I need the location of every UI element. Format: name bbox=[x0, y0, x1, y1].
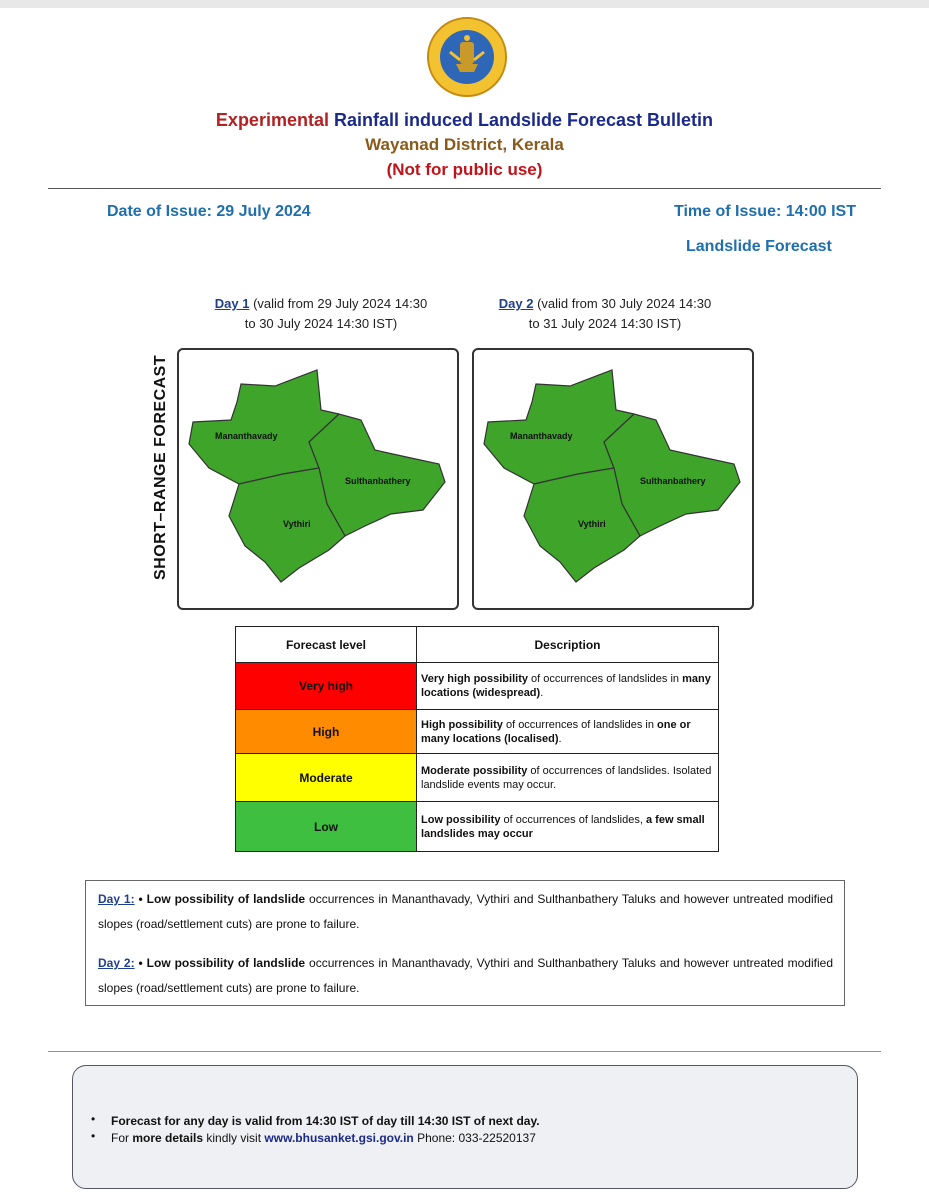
day2-map bbox=[474, 350, 752, 608]
legend-level-high: High bbox=[236, 710, 417, 754]
legend-row-low bbox=[236, 802, 719, 852]
day1-valid-line1: (valid from 29 July 2024 14:30 bbox=[249, 296, 428, 311]
day1-label-sulthanbathery: Sulthanbathery bbox=[345, 476, 411, 486]
legend-col-description: Description bbox=[417, 627, 719, 663]
footer-box bbox=[72, 1065, 858, 1189]
day1-valid-line2: to 30 July 2024 14:30 IST) bbox=[244, 316, 398, 331]
day1-label: Day 1 bbox=[214, 296, 250, 311]
footer-bullet-2: • bbox=[91, 1129, 96, 1143]
forecast-level-legend bbox=[235, 626, 719, 852]
day2-valid-line2: to 31 July 2024 14:30 IST) bbox=[528, 316, 682, 331]
restriction-note: (Not for public use) bbox=[386, 160, 543, 179]
title-main: Rainfall induced Landslide Forecast Bulletin bbox=[333, 110, 714, 130]
legend-row-very-high bbox=[236, 663, 719, 710]
footer-contact-line: For more details kindly visit www.bhusanket.gsi.gov.in Phone: 033-22520137 bbox=[111, 1131, 536, 1145]
legend-level-low: Low bbox=[236, 802, 417, 852]
short-range-forecast-label: SHORT–RANGE FORECAST bbox=[152, 354, 169, 580]
day2-header bbox=[474, 294, 736, 334]
day1-label-mananthavady: Mananthavady bbox=[215, 431, 278, 441]
district-title: Wayanad District, Kerala bbox=[365, 135, 564, 154]
day2-label-vythiri: Vythiri bbox=[578, 519, 606, 529]
day2-valid-line1: (valid from 30 July 2024 14:30 bbox=[533, 296, 712, 311]
legend-header-row bbox=[236, 627, 719, 663]
time-of-issue: Time of Issue: 14:00 IST bbox=[674, 203, 856, 220]
legend-desc-very-high: Very high possibility of occurrences of landslides in many locations (widespread). bbox=[417, 663, 719, 710]
legend-row-moderate bbox=[236, 754, 719, 802]
day1-header bbox=[190, 294, 452, 334]
day2-label-sulthanbathery: Sulthanbathery bbox=[640, 476, 706, 486]
bulletin-title bbox=[0, 110, 929, 131]
forecast-notes-box bbox=[85, 880, 845, 1006]
gsi-emblem-logo bbox=[426, 14, 508, 100]
day2-map-frame bbox=[472, 348, 754, 610]
footer-validity-note: Forecast for any day is valid from 14:30 IST of day till 14:30 IST of next day. bbox=[111, 1114, 540, 1128]
legend-level-moderate: Moderate bbox=[236, 754, 417, 802]
legend-level-very-high: Very high bbox=[236, 663, 417, 710]
legend-desc-high: High possibility of occurrences of landslides in one or many locations (localised). bbox=[417, 710, 719, 754]
day1-map bbox=[179, 350, 457, 608]
title-experimental: Experimental bbox=[215, 110, 329, 130]
legend-col-level: Forecast level bbox=[236, 627, 417, 663]
legend-desc-moderate: Moderate possibility of occurrences of landslides. Isolated landslide events may occur. bbox=[417, 754, 719, 802]
day1-note: Day 1: • Low possibility of landslide occurrences in Mananthavady, Vythiri and Sulthanbathery Taluks and however untreated modified slopes (road/settlement cuts) are prone to failure. bbox=[98, 892, 833, 931]
day2-label-mananthavady: Mananthavady bbox=[510, 431, 573, 441]
section-heading: Landslide Forecast bbox=[686, 238, 832, 255]
divider bbox=[48, 188, 881, 189]
date-of-issue: Date of Issue: 29 July 2024 bbox=[107, 203, 311, 220]
legend-desc-low: Low possibility of occurrences of landslides, a few small landslides may occur bbox=[417, 802, 719, 852]
day1-map-frame bbox=[177, 348, 459, 610]
footer-bullet-1: • bbox=[91, 1112, 96, 1126]
day1-region-mananthavady bbox=[189, 370, 339, 484]
day2-note: Day 2: • Low possibility of landslide occurrences in Mananthavady, Vythiri and Sulthanbathery Taluks and however untreated modified slopes (road/settlement cuts) are prone to failure. bbox=[98, 956, 833, 995]
website-link[interactable]: www.bhusanket.gsi.gov.in bbox=[264, 1131, 414, 1145]
day2-region-mananthavady bbox=[484, 370, 634, 484]
top-edge bbox=[0, 0, 929, 8]
day1-label-vythiri: Vythiri bbox=[283, 519, 311, 529]
legend-row-high bbox=[236, 710, 719, 754]
footer-divider bbox=[48, 1051, 881, 1052]
day2-label: Day 2 bbox=[498, 296, 534, 311]
